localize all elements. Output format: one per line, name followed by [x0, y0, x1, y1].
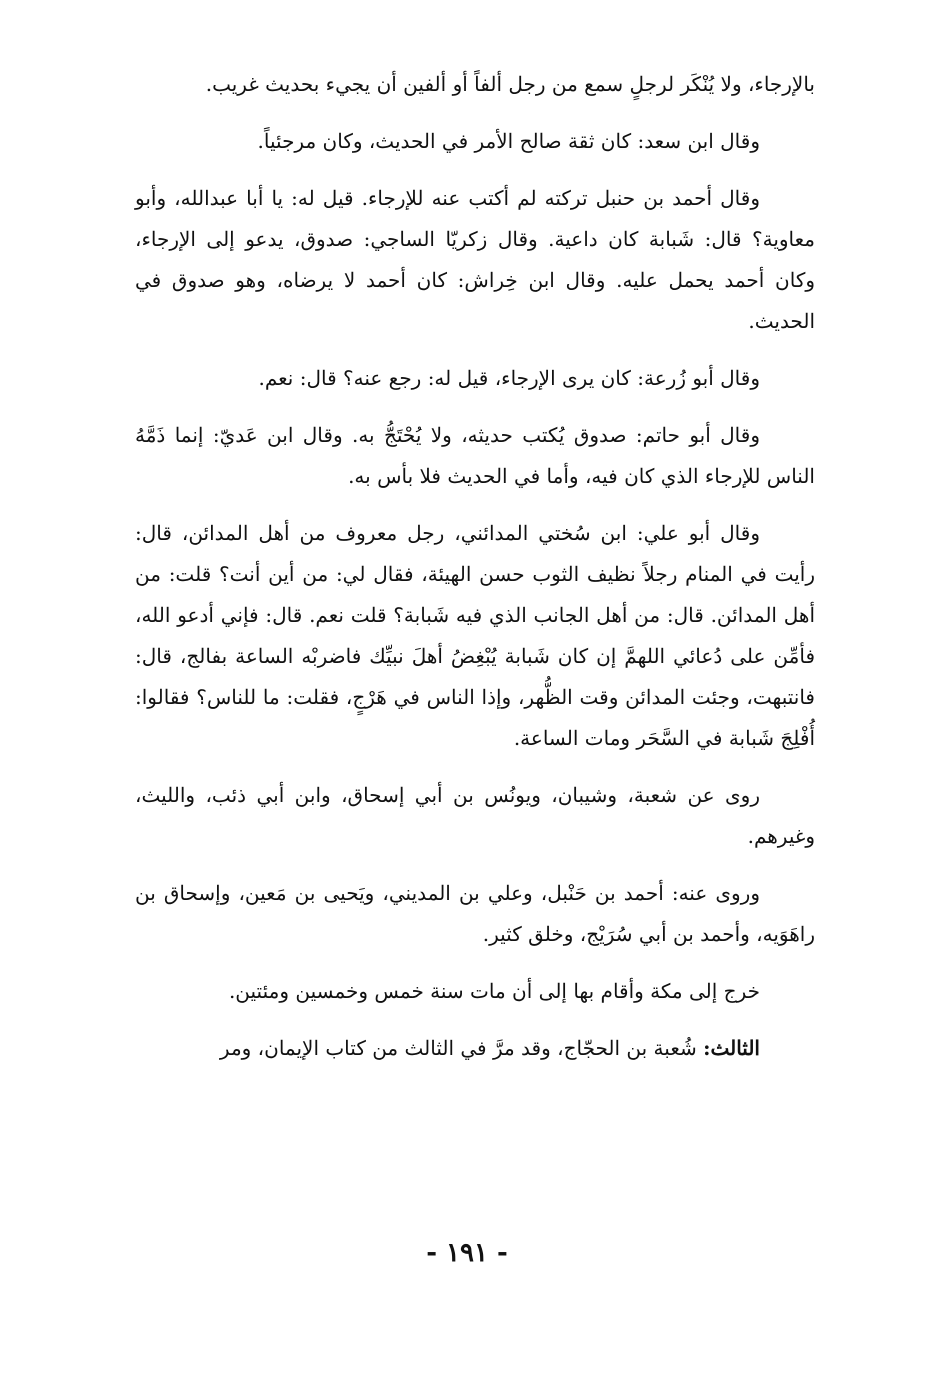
paragraph-1 [135, 64, 815, 105]
paragraph-7 [135, 775, 815, 857]
paragraph-10-lead: الثالث: [703, 1036, 760, 1060]
paragraph-2-text: وقال ابن سعد: كان ثقة صالح الأمر في الحديث، وكان مرجئياً. [257, 129, 760, 153]
paragraph-4 [135, 358, 815, 399]
paragraph-2 [135, 121, 815, 162]
paragraph-6-text: وقال أبو علي: ابن سُختي المدائني، رجل معروف من أهل المدائن، قال: رأيت في المنام رجلاً نظيف الثوب حسن الهيئة، فقال لي: من أين أنت؟ قلت: من أهل المدائن. قال: من أهل الجانب الذي فيه شَبابة؟ قلت نعم. قال: فإني أدعو الله، فأمِّن على دُعائي اللهمَّ إن كان شَبابة يُبْغِضُ أهلَ نبيِّك فاضربْه الساعة بفالج، قال: فانتبهت، وجئت المدائن وقت الظُّهر، وإذا الناس في هَرْجٍ، فقلت: ما للناس؟ فقالوا: أُفْلِجَ شَبابة في السَّحَر ومات الساعة. [135, 521, 815, 750]
paragraph-6 [135, 513, 815, 759]
paragraph-3-text: وقال أحمد بن حنبل تركته لم أكتب عنه للإرجاء. قيل له: يا أبا عبدالله، وأبو معاوية؟ قال: شَبابة كان داعية. وقال زكريّا الساجي: صدوق، يدعو إلى الإرجاء، وكان أحمد يحمل عليه. وقال ابن خِراش: كان أحمد لا يرضاه، وهو صدوق في الحديث. [135, 186, 815, 333]
paragraph-9-text: خرج إلى مكة وأقام بها إلى أن مات سنة خمس وخمسين ومئتين. [228, 979, 760, 1003]
paragraph-9 [135, 971, 815, 1012]
page-body [135, 64, 815, 1085]
paragraph-5-text: وقال أبو حاتم: صدوق يُكتب حديثه، ولا يُحْتَجُّ به. وقال ابن عَديّ: إنما ذَمَّهُ الناس للإرجاء الذي كان فيه، وأما في الحديث فلا بأس به. [135, 423, 815, 488]
paragraph-10 [135, 1028, 815, 1069]
paragraph-8 [135, 873, 815, 955]
paragraph-5 [135, 415, 815, 497]
page-number: - ١٩١ - [426, 1238, 508, 1268]
paragraph-10-text: شُعبة بن الحجّاج، وقد مرَّ في الثالث من كتاب الإيمان، ومر [219, 1036, 704, 1060]
paragraph-8-text: وروى عنه: أحمد بن حَنْبل، وعلي بن المديني، ويَحيى بن مَعين، وإسحاق بن راهَوَيه، وأحمد بن أبي سُرَيْج، وخلق كثير. [135, 881, 815, 946]
paragraph-3 [135, 178, 815, 342]
paragraph-1-text: بالإرجاء، ولا يُنْكَر لرجلٍ سمع من رجل ألفاً أو ألفين أن يجيء بحديث غريب. [205, 72, 815, 96]
paragraph-4-text: وقال أبو زُرعة: كان يرى الإرجاء، قيل له: رجع عنه؟ قال: نعم. [258, 366, 760, 390]
paragraph-7-text: روى عن شعبة، وشيبان، ويونُس بن أبي إسحاق، وابن أبي ذئب، والليث، وغيرهم. [135, 783, 815, 848]
